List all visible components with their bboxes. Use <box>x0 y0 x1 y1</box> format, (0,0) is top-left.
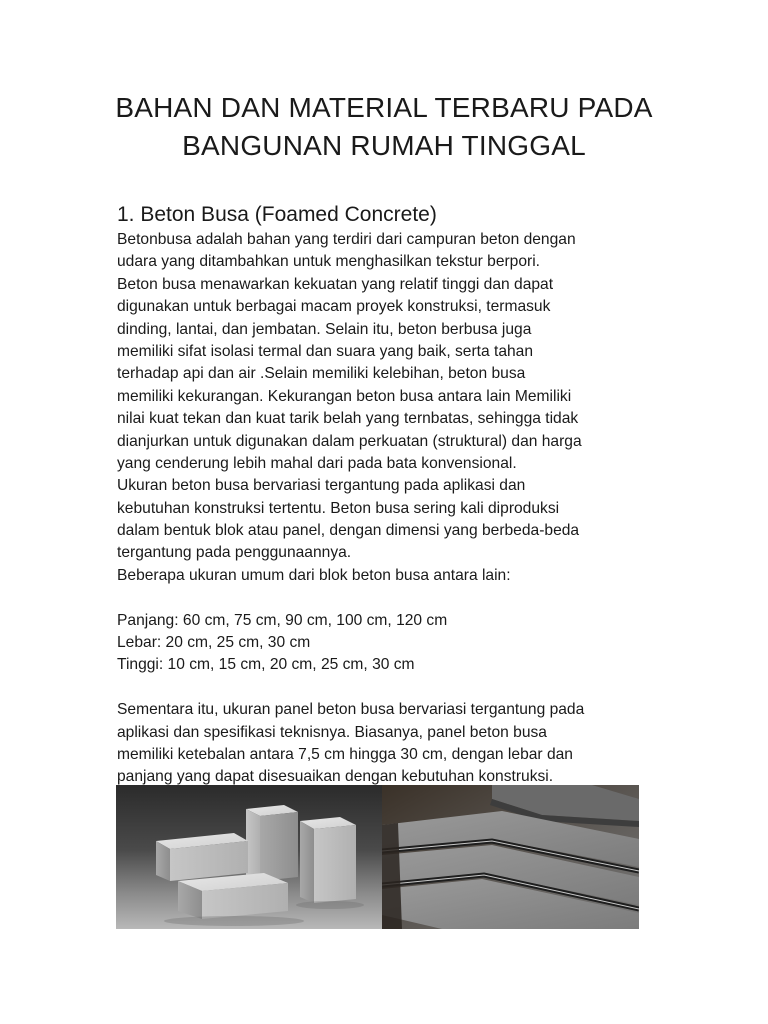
text-line: panjang yang dapat disesuaikan dengan kebutuhan konstruksi. <box>117 768 554 786</box>
photo-foamed-concrete-panels <box>382 785 639 929</box>
text-line: yang cenderung lebih mahal dari pada bata konvensional. <box>117 454 517 472</box>
text-line: Ukuran beton busa bervariasi tergantung pada aplikasi dan <box>117 477 526 495</box>
size-width: Lebar: 20 cm, 25 cm, 30 cm <box>117 634 311 652</box>
text-line: udara yang ditambahkan untuk menghasilkan tekstur berpori. <box>117 253 541 271</box>
blank-line <box>117 587 677 609</box>
photo-strip <box>116 785 639 929</box>
text-line: dinding, lantai, dan jembatan. Selain itu, beton berbusa juga <box>117 320 532 338</box>
text-line: nilai kuat tekan dan kuat tarik belah yang ternbatas, sehingga tidak <box>117 410 579 428</box>
text-line: digunakan untuk berbagai macam proyek konstruksi, termasuk <box>117 298 551 316</box>
title-line-1: BAHAN DAN MATERIAL TERBARU PADA <box>115 92 653 123</box>
size-height: Tinggi: 10 cm, 15 cm, 20 cm, 25 cm, 30 cm <box>117 656 415 674</box>
section-heading: 1. Beton Busa (Foamed Concrete) <box>117 203 437 226</box>
text-line: memiliki ketebalan antara 7,5 cm hingga 30 cm, dengan lebar dan <box>117 745 573 763</box>
text-line: Sementara itu, ukuran panel beton busa bervariasi tergantung pada <box>117 701 585 719</box>
text-line: memiliki kekurangan. Kekurangan beton busa antara lain Memiliki <box>117 387 572 405</box>
size-list <box>117 610 677 677</box>
photo-foamed-concrete-blocks <box>116 785 382 929</box>
text-line: tergantung pada penggunaannya. <box>117 544 352 562</box>
size-length: Panjang: 60 cm, 75 cm, 90 cm, 100 cm, 120 cm <box>117 611 448 629</box>
text-line: kebutuhan konstruksi tertentu. Beton busa sering kali diproduksi <box>117 499 560 517</box>
title-line-2: BANGUNAN RUMAH TINGGAL <box>182 130 586 161</box>
text-line: aplikasi dan spesifikasi teknisnya. Biasanya, panel beton busa <box>117 723 547 741</box>
paragraph-1 <box>117 229 677 587</box>
text-line: Beberapa ukuran umum dari blok beton busa antara lain: <box>117 566 511 584</box>
body-text <box>117 229 677 789</box>
text-line: dalam bentuk blok atau panel, dengan dimensi yang berbeda-beda <box>117 522 580 540</box>
text-line: dianjurkan untuk digunakan dalam perkuatan (struktural) dan harga <box>117 432 582 450</box>
text-line: Betonbusa adalah bahan yang terdiri dari campuran beton dengan <box>117 231 576 248</box>
text-line: memiliki sifat isolasi termal dan suara yang baik, serta tahan <box>117 342 534 360</box>
document-title <box>60 89 708 165</box>
text-line: terhadap api dan air .Selain memiliki kelebihan, beton busa <box>117 365 526 383</box>
paragraph-2 <box>117 699 677 789</box>
blank-line <box>117 677 677 699</box>
text-line: Beton busa menawarkan kekuatan yang relatif tinggi dan dapat <box>117 275 554 293</box>
